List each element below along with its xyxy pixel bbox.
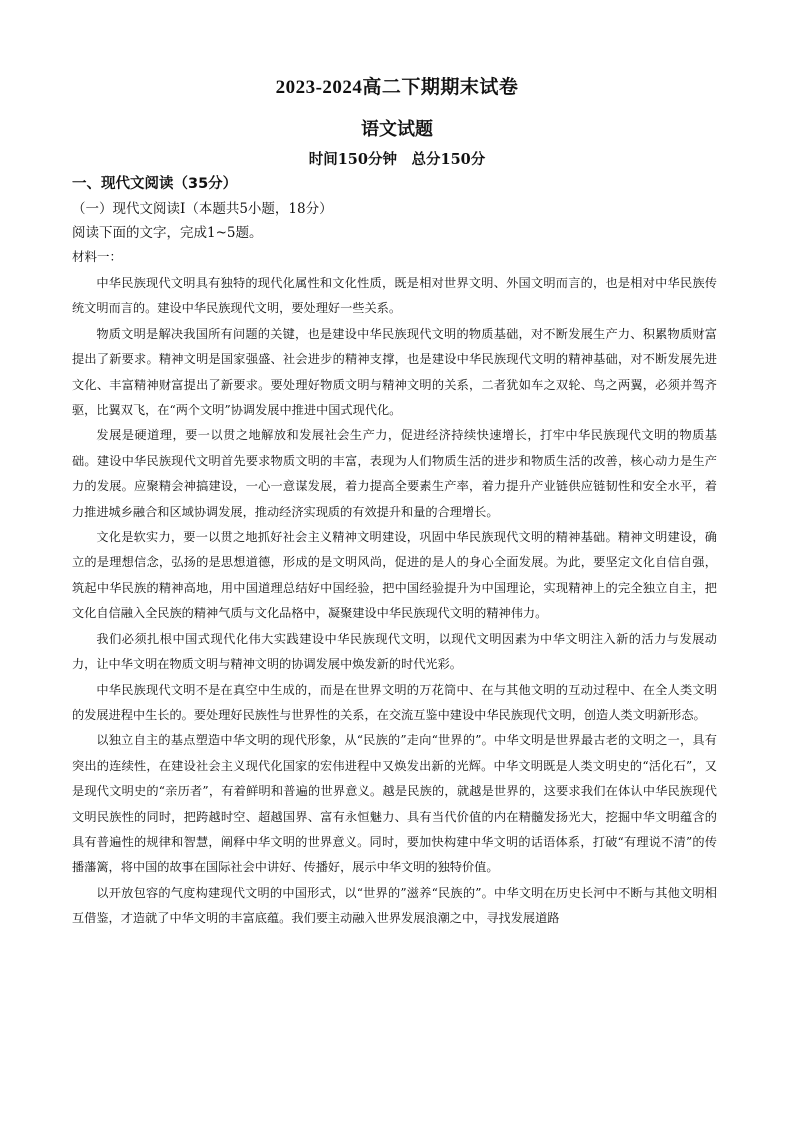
passage-paragraph: 中华民族现代文明具有独特的现代化属性和文化性质，既是相对世界文明、外国文明而言的，也是相对中华民族传统文明而言的。建设中华民族现代文明，要处理好一些关系。: [72, 276, 717, 316]
exam-time-and-score: 时间150分钟 总分150分: [308, 151, 486, 168]
passage-paragraph: 发展是硬道理，要一以贯之地解放和发展社会生产力，促进经济持续快速增长，打牢中华民族现代文明的物质基础。建设中华民族现代文明首先要求物质文明的丰富，表现为人们物质生活的进步和物质生活的改善，核心动力是生产力的发展。应聚精会神搞建设，一心一意谋发展，着力提高全要素生产率，着力提升产业链供应链韧性和安全水平，着力推进城乡融合和区域协调发展，推动经济实现质的有效提升和量的合理增长。: [72, 428, 717, 519]
reading-instruction: 阅读下面的文字，完成1~5题。: [72, 225, 263, 241]
exam-title: 2023-2024高二下期期末试卷: [275, 77, 519, 98]
passage-paragraph: 中华民族现代文明不是在真空中生成的，而是在世界文明的万花筒中、在与其他文明的互动过程中、在全人类文明的发展进程中生长的。要处理好民族性与世界性的关系，在交流互鉴中建设中华民族现代文明，创造人类文明新形态。: [72, 682, 717, 722]
passage-paragraph: 以开放包容的气度构建现代文明的中国形式，以“世界的”滋养“民族的”。中华文明在历史长河中不断与其他文明相互借鉴，才造就了中华文明的丰富底蕴。我们要主动融入世界发展浪潮之中，寻找发展道路: [72, 885, 717, 926]
section-heading: 一、现代文阅读（35分）: [72, 176, 238, 192]
material-label: 材料一：: [72, 249, 123, 264]
subsection-heading: （一）现代文阅读Ⅰ（本题共5小题，18分）: [72, 201, 333, 217]
passage-paragraph: 以独立自主的基点塑造中华文明的现代形象，从“民族的”走向“世界的”。中华文明是世界最古老的文明之一，具有突出的连续性，在建设社会主义现代化国家的宏伟进程中又焕发出新的光辉。中华文明既是人类文明史的“活化石”，又是现代文明史的“亲历者”，有着鲜明和普遍的世界意义。越是民族的，就越是世界的，这要求我们在体认中华民族现代文明民族性的同时，把跨越时空、超越国界、富有永恒魅力、具有当代价值的内在精髓发扬光大，挖掘中华文明蕴含的具有普遍性的规律和智慧，阐释中华文明的世界意义。同时，要加快构建中华文明的话语体系，打破“有理说不清”的传播藩篱，将中国的故事在国际社会中讲好、传播好，展示中华文明的独特价值。: [72, 733, 717, 875]
exam-subject: 语文试题: [361, 119, 433, 140]
reading-passage: [72, 271, 717, 932]
passage-paragraph: 物质文明是解决我国所有问题的关键，也是建设中华民族现代文明的物质基础，对不断发展生产力、积累物质财富提出了新要求。精神文明是国家强盛、社会进步的精神支撑，也是建设中华民族现代文明的精神基础，对不断发展先进文化、丰富精神财富提出了新要求。要处理好物质文明与精神文明的关系，二者犹如车之双轮、鸟之两翼，必须并驾齐驱，比翼双飞，在“两个文明”协调发展中推进中国式现代化。: [72, 326, 717, 418]
passage-paragraph: 文化是软实力，要一以贯之地抓好社会主义精神文明建设，巩固中华民族现代文明的精神基础。精神文明建设，确立的是理想信念，弘扬的是思想道德，形成的是文明风尚，促进的是人的身心全面发展。为此，要坚定文化自信自强，筑起中华民族的精神高地，用中国道理总结好中国经验，把中国经验提升为中国理论，实现精神上的完全独立自主，把文化自信融入全民族的精神气质与文化品格中，凝聚建设中华民族现代文明的精神伟力。: [72, 530, 717, 621]
passage-paragraph: 我们必须扎根中国式现代化伟大实践建设中华民族现代文明，以现代文明因素为中华文明注入新的活力与发展动力，让中华文明在物质文明与精神文明的协调发展中焕发新的时代光彩。: [72, 631, 717, 672]
